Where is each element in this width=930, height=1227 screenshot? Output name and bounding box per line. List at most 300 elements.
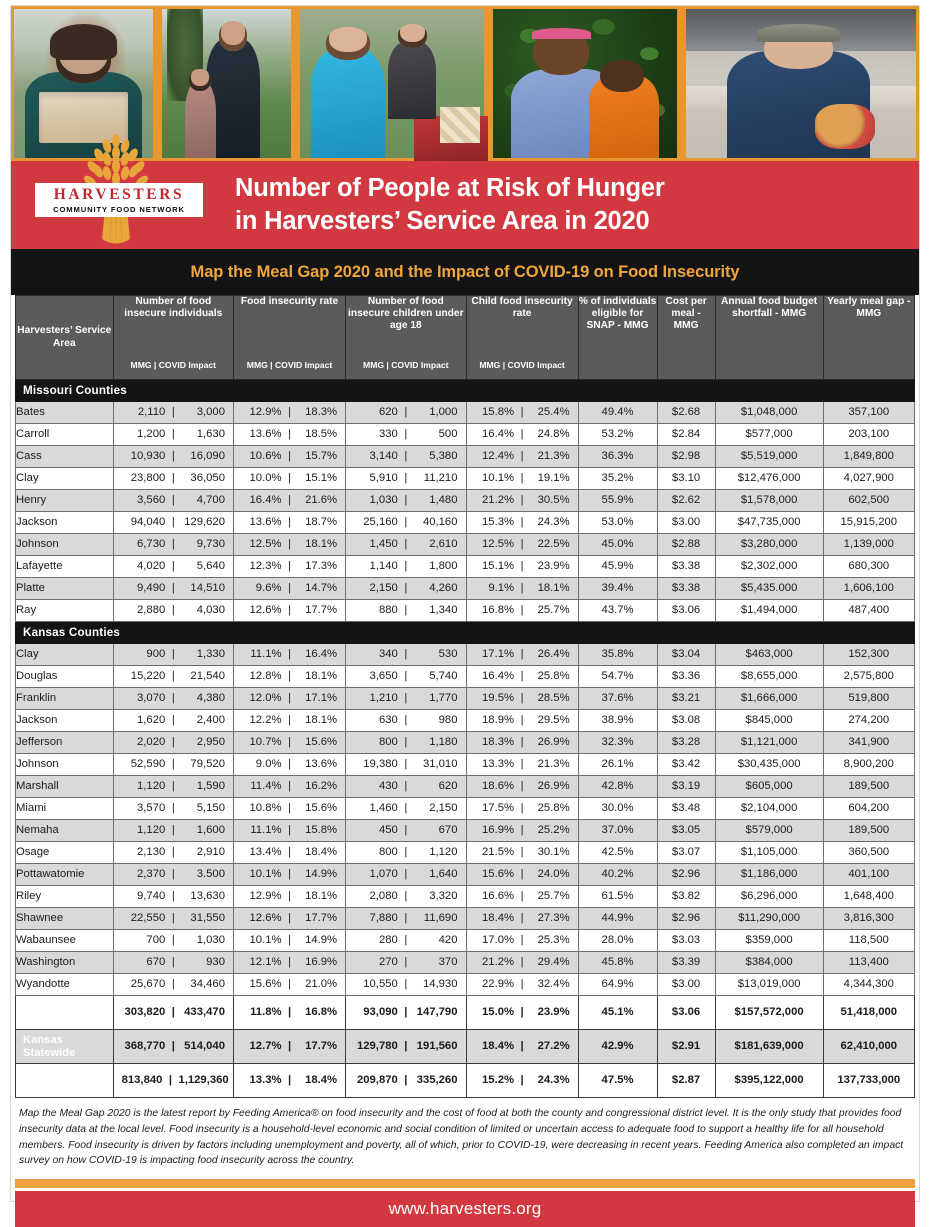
value-separator: | [171, 714, 175, 726]
value-individuals-covid: 14,510 [190, 582, 225, 594]
cell-snap-eligible: 53.2% [578, 424, 657, 446]
cell-child-rate-mmg-pair [466, 534, 578, 556]
value-separator: | [404, 406, 408, 418]
value-individuals-covid: 1,630 [196, 428, 225, 440]
cell-area-name: Wyandotte [16, 974, 114, 996]
value-rate-covid: 18.5% [305, 428, 338, 440]
cell-annual-shortfall: $5,435.000 [715, 578, 823, 600]
cell-cost-per-meal: $3.39 [657, 952, 715, 974]
cell-snap-eligible: 43.7% [578, 600, 657, 622]
cell-cost-per-meal: $3.05 [657, 820, 715, 842]
cell-annual-shortfall: $1,494,000 [715, 600, 823, 622]
cell-annual-shortfall: $359,000 [715, 930, 823, 952]
value-individuals-mmg: 813,840 [121, 1074, 163, 1086]
cell-child-rate-mmg-pair [466, 424, 578, 446]
value-rate-covid: 21.0% [305, 978, 338, 990]
value-separator: | [404, 472, 408, 484]
section-header-row [16, 622, 915, 644]
value-separator: | [171, 472, 175, 484]
value-children-mmg: 2,150 [369, 582, 398, 594]
value-children-covid: 620 [438, 780, 458, 792]
cell-individuals-mmg-pair [113, 710, 233, 732]
value-child-rate-covid: 19.1% [537, 472, 570, 484]
col-header-main: Harvesters’ Service Area [17, 325, 112, 349]
value-separator: | [404, 736, 408, 748]
cell-cost-per-meal: $3.03 [657, 930, 715, 952]
cell-area-name: Clay [16, 644, 114, 666]
cell-cost-per-meal: $3.08 [657, 710, 715, 732]
cell-area-name: Missouri Statewide [16, 1064, 114, 1098]
cell-rate-mmg-pair [233, 600, 345, 622]
photo-children-at-picnic [297, 6, 487, 161]
cell-child-rate-mmg-pair [466, 820, 578, 842]
table-row [16, 402, 915, 424]
value-children-mmg: 620 [378, 406, 398, 418]
cell-snap-eligible: 38.9% [578, 710, 657, 732]
cell-annual-shortfall: $1,186,000 [715, 864, 823, 886]
cell-cost-per-meal: $3.19 [657, 776, 715, 798]
cell-snap-eligible: 55.9% [578, 490, 657, 512]
cell-yearly-meal-gap: 189,500 [823, 820, 914, 842]
value-child-rate-mmg: 18.4% [482, 912, 515, 924]
value-children-covid: 335,260 [416, 1074, 458, 1086]
table-row [16, 996, 915, 1030]
cell-individuals-mmg-pair [113, 886, 233, 908]
cell-individuals-mmg-pair [113, 1030, 233, 1064]
value-separator: | [288, 648, 292, 660]
cell-children-mmg-pair [346, 974, 466, 996]
table-row [16, 644, 915, 666]
cell-cost-per-meal: $3.06 [657, 600, 715, 622]
subtitle-bar [11, 249, 919, 295]
cell-individuals-mmg-pair [113, 798, 233, 820]
cell-yearly-meal-gap: 341,900 [823, 732, 914, 754]
table-header [16, 296, 915, 380]
value-rate-mmg: 10.6% [249, 450, 282, 462]
photo-banner [11, 6, 919, 161]
col-header-sub: MMG | COVID Impact [363, 359, 449, 370]
value-individuals-covid: 16,090 [190, 450, 225, 462]
value-separator: | [288, 824, 292, 836]
value-child-rate-covid: 23.9% [537, 1006, 570, 1018]
value-separator: | [520, 890, 524, 902]
value-individuals-covid: 1,600 [196, 824, 225, 836]
value-children-covid: 530 [438, 648, 458, 660]
value-child-rate-covid: 29.5% [537, 714, 570, 726]
cell-child-rate-mmg-pair [466, 490, 578, 512]
value-separator: | [404, 912, 408, 924]
value-child-rate-mmg: 16.4% [482, 670, 515, 682]
cell-rate-mmg-pair [233, 446, 345, 468]
value-rate-covid: 14.9% [305, 868, 338, 880]
value-child-rate-covid: 26.9% [537, 736, 570, 748]
value-children-covid: 1,340 [429, 604, 458, 616]
value-separator: | [520, 472, 524, 484]
value-separator: | [168, 1074, 172, 1086]
cell-snap-eligible: 42.8% [578, 776, 657, 798]
logo-nameplate [35, 183, 203, 217]
cell-child-rate-mmg-pair [466, 886, 578, 908]
value-child-rate-covid: 25.8% [537, 802, 570, 814]
value-children-mmg: 25,160 [363, 516, 398, 528]
value-separator: | [287, 1074, 292, 1086]
cell-rate-mmg-pair [233, 402, 345, 424]
cell-snap-eligible: 45.8% [578, 952, 657, 974]
value-separator: | [404, 670, 408, 682]
value-rate-covid: 18.4% [305, 1074, 338, 1086]
value-individuals-covid: 21,540 [190, 670, 225, 682]
cell-cost-per-meal: $3.28 [657, 732, 715, 754]
cell-area-name: Clay [16, 468, 114, 490]
value-separator: | [287, 1040, 292, 1052]
value-children-mmg: 1,070 [369, 868, 398, 880]
value-individuals-covid: 129,620 [184, 516, 225, 528]
cell-children-mmg-pair [346, 776, 466, 798]
cell-snap-eligible: 45.9% [578, 556, 657, 578]
cell-individuals-mmg-pair [113, 534, 233, 556]
value-rate-mmg: 10.8% [249, 802, 282, 814]
value-child-rate-mmg: 22.9% [482, 978, 515, 990]
cell-area-name: Johnson [16, 754, 114, 776]
value-individuals-covid: 514,040 [184, 1040, 225, 1052]
cell-child-rate-mmg-pair [466, 908, 578, 930]
col-header-8 [823, 296, 914, 380]
cell-snap-eligible: 40.2% [578, 864, 657, 886]
cell-area-name: Henry [16, 490, 114, 512]
value-child-rate-mmg: 17.5% [482, 802, 515, 814]
cell-child-rate-mmg-pair [466, 556, 578, 578]
value-individuals-mmg: 900 [146, 648, 166, 660]
cell-cost-per-meal: $3.00 [657, 974, 715, 996]
table-row [16, 908, 915, 930]
cell-children-mmg-pair [346, 446, 466, 468]
value-rate-covid: 17.1% [305, 692, 338, 704]
value-child-rate-mmg: 9.1% [488, 582, 515, 594]
value-separator: | [520, 692, 524, 704]
value-separator: | [404, 1040, 408, 1052]
cell-individuals-mmg-pair [113, 666, 233, 688]
cell-annual-shortfall: $2,104,000 [715, 798, 823, 820]
value-child-rate-mmg: 15.3% [482, 516, 515, 528]
value-individuals-mmg: 1,200 [137, 428, 166, 440]
cell-child-rate-mmg-pair [466, 666, 578, 688]
cell-child-rate-mmg-pair [466, 468, 578, 490]
value-separator: | [520, 824, 524, 836]
value-separator: | [288, 494, 292, 506]
col-header-3 [346, 296, 466, 380]
cell-yearly-meal-gap: 4,344,300 [823, 974, 914, 996]
value-separator: | [404, 868, 408, 880]
value-rate-mmg: 10.7% [249, 736, 282, 748]
value-rate-covid: 16.2% [305, 780, 338, 792]
website-url[interactable]: www.harvesters.org [388, 1199, 542, 1219]
value-children-mmg: 330 [378, 428, 398, 440]
value-individuals-mmg: 6,730 [137, 538, 166, 550]
cell-individuals-mmg-pair [113, 402, 233, 424]
value-separator: | [288, 736, 292, 748]
value-individuals-mmg: 1,120 [137, 780, 166, 792]
value-individuals-mmg: 94,040 [130, 516, 166, 528]
value-individuals-mmg: 700 [146, 934, 166, 946]
cell-annual-shortfall: $2,302,000 [715, 556, 823, 578]
value-separator: | [404, 824, 408, 836]
cell-cost-per-meal: $3.38 [657, 578, 715, 600]
cell-individuals-mmg-pair [113, 556, 233, 578]
cell-area-name: Riley [16, 886, 114, 908]
cell-cost-per-meal: $3.21 [657, 688, 715, 710]
cell-yearly-meal-gap: 2,575,800 [823, 666, 914, 688]
value-rate-covid: 16.8% [305, 1006, 338, 1018]
value-child-rate-mmg: 15.1% [482, 560, 515, 572]
cell-cost-per-meal: $3.38 [657, 556, 715, 578]
cell-individuals-mmg-pair [113, 820, 233, 842]
cell-children-mmg-pair [346, 666, 466, 688]
cell-rate-mmg-pair [233, 490, 345, 512]
value-separator: | [520, 934, 524, 946]
value-child-rate-mmg: 18.4% [482, 1040, 515, 1052]
cell-child-rate-mmg-pair [466, 512, 578, 534]
value-child-rate-mmg: 15.8% [482, 406, 515, 418]
value-children-covid: 2,150 [429, 802, 458, 814]
cell-snap-eligible: 64.9% [578, 974, 657, 996]
cell-individuals-mmg-pair [113, 424, 233, 446]
cell-cost-per-meal: $3.36 [657, 666, 715, 688]
cell-yearly-meal-gap: 519,800 [823, 688, 914, 710]
cell-child-rate-mmg-pair [466, 930, 578, 952]
cell-cost-per-meal: $2.87 [657, 1064, 715, 1098]
orange-divider [15, 1179, 915, 1188]
value-rate-covid: 15.6% [305, 802, 338, 814]
cell-area-name: Lafayette [16, 556, 114, 578]
col-header-main: Number of food insecure children under age 18 [348, 296, 464, 332]
value-child-rate-mmg: 12.5% [482, 538, 515, 550]
col-header-main: Number of food insecure individuals [124, 296, 223, 320]
col-header-4 [466, 296, 578, 380]
value-separator: | [520, 560, 524, 572]
cell-yearly-meal-gap: 3,816,300 [823, 908, 914, 930]
value-rate-mmg: 11.4% [250, 780, 282, 792]
cell-annual-shortfall: $47,735,000 [715, 512, 823, 534]
cell-area-name: Pottawatomie [16, 864, 114, 886]
value-individuals-mmg: 2,130 [137, 846, 166, 858]
cell-yearly-meal-gap: 113,400 [823, 952, 914, 974]
value-children-mmg: 1,030 [369, 494, 398, 506]
cell-children-mmg-pair [346, 534, 466, 556]
value-child-rate-mmg: 19.5% [482, 692, 515, 704]
value-children-covid: 14,930 [422, 978, 458, 990]
value-child-rate-covid: 25.4% [537, 406, 570, 418]
cell-area-name: Washington [16, 952, 114, 974]
value-individuals-covid: 31,550 [190, 912, 225, 924]
value-separator: | [520, 780, 524, 792]
value-children-covid: 980 [438, 714, 458, 726]
value-child-rate-covid: 21.3% [537, 450, 570, 462]
cell-children-mmg-pair [346, 688, 466, 710]
value-children-covid: 31,010 [422, 758, 458, 770]
value-rate-mmg: 12.3% [249, 560, 282, 572]
value-separator: | [288, 978, 292, 990]
value-children-covid: 1,480 [429, 494, 458, 506]
value-separator: | [288, 868, 292, 880]
value-children-mmg: 3,140 [369, 450, 398, 462]
table-row [16, 490, 915, 512]
cell-rate-mmg-pair [233, 908, 345, 930]
value-rate-covid: 14.7% [305, 582, 338, 594]
value-children-covid: 4,260 [429, 582, 458, 594]
value-children-mmg: 93,090 [363, 1006, 398, 1018]
value-separator: | [171, 890, 175, 902]
cell-yearly-meal-gap: 203,100 [823, 424, 914, 446]
cell-area-name: Douglas [16, 666, 114, 688]
cell-children-mmg-pair [346, 952, 466, 974]
value-children-mmg: 880 [378, 604, 398, 616]
value-separator: | [404, 956, 408, 968]
value-rate-mmg: 10.0% [249, 472, 282, 484]
cell-individuals-mmg-pair [113, 952, 233, 974]
footer-bar [15, 1191, 915, 1227]
value-individuals-mmg: 670 [146, 956, 166, 968]
cell-annual-shortfall: $579,000 [715, 820, 823, 842]
value-separator: | [171, 934, 175, 946]
cell-child-rate-mmg-pair [466, 446, 578, 468]
cell-snap-eligible: 61.5% [578, 886, 657, 908]
page-title [223, 172, 665, 237]
cell-cost-per-meal: $3.82 [657, 886, 715, 908]
col-header-0 [16, 296, 114, 380]
table-row [16, 512, 915, 534]
value-children-covid: 1,000 [429, 406, 458, 418]
value-separator: | [520, 978, 524, 990]
value-rate-covid: 13.6% [305, 758, 338, 770]
value-child-rate-covid: 25.3% [537, 934, 570, 946]
table-row [16, 1030, 915, 1064]
cell-annual-shortfall: $30,435,000 [715, 754, 823, 776]
value-separator: | [171, 450, 175, 462]
value-rate-covid: 15.8% [305, 824, 338, 836]
value-children-mmg: 19,380 [363, 758, 398, 770]
cell-cost-per-meal: $3.48 [657, 798, 715, 820]
value-rate-mmg: 10.1% [249, 868, 282, 880]
value-rate-covid: 18.1% [305, 670, 338, 682]
value-individuals-mmg: 4,020 [137, 560, 166, 572]
cell-rate-mmg-pair [233, 578, 345, 600]
value-separator: | [404, 1074, 408, 1086]
cell-cost-per-meal: $2.68 [657, 402, 715, 424]
cell-annual-shortfall: $3,280,000 [715, 534, 823, 556]
cell-children-mmg-pair [346, 754, 466, 776]
cell-yearly-meal-gap: 1,606,100 [823, 578, 914, 600]
value-child-rate-mmg: 12.4% [482, 450, 515, 462]
value-individuals-mmg: 368,770 [124, 1040, 166, 1052]
value-separator: | [288, 780, 292, 792]
value-separator: | [288, 428, 292, 440]
value-separator: | [520, 648, 524, 660]
cell-children-mmg-pair [346, 512, 466, 534]
cell-child-rate-mmg-pair [466, 842, 578, 864]
col-header-6 [657, 296, 715, 380]
value-child-rate-mmg: 16.4% [482, 428, 515, 440]
value-individuals-mmg: 1,620 [137, 714, 166, 726]
cell-cost-per-meal: $3.42 [657, 754, 715, 776]
cell-individuals-mmg-pair [113, 974, 233, 996]
cell-yearly-meal-gap: 1,849,800 [823, 446, 914, 468]
cell-children-mmg-pair [346, 600, 466, 622]
value-separator: | [171, 978, 175, 990]
value-separator: | [171, 560, 175, 572]
value-individuals-mmg: 52,590 [130, 758, 166, 770]
cell-annual-shortfall: $463,000 [715, 644, 823, 666]
cell-child-rate-mmg-pair [466, 1030, 578, 1064]
cell-snap-eligible: 36.3% [578, 446, 657, 468]
col-header-main: Food insecurity rate [240, 296, 339, 307]
value-separator: | [520, 494, 524, 506]
cell-children-mmg-pair [346, 732, 466, 754]
value-rate-mmg: 11.8% [250, 1006, 282, 1018]
value-child-rate-mmg: 16.6% [482, 890, 515, 902]
value-rate-mmg: 12.6% [249, 912, 282, 924]
value-rate-covid: 17.3% [305, 560, 338, 572]
value-children-mmg: 7,880 [369, 912, 398, 924]
value-children-mmg: 2,080 [369, 890, 398, 902]
document-sheet [10, 5, 920, 1219]
value-children-mmg: 340 [378, 648, 398, 660]
table-row [16, 688, 915, 710]
value-individuals-covid: 2,400 [196, 714, 225, 726]
value-child-rate-covid: 23.9% [537, 560, 570, 572]
value-separator: | [520, 736, 524, 748]
value-separator: | [404, 582, 408, 594]
cell-rate-mmg-pair [233, 820, 345, 842]
value-children-mmg: 630 [378, 714, 398, 726]
value-individuals-covid: 4,380 [196, 692, 225, 704]
value-child-rate-covid: 24.8% [537, 428, 570, 440]
value-separator: | [288, 582, 292, 594]
cell-yearly-meal-gap: 274,200 [823, 710, 914, 732]
cell-rate-mmg-pair [233, 776, 345, 798]
value-rate-mmg: 13.6% [249, 428, 282, 440]
value-separator: | [520, 758, 524, 770]
value-separator: | [171, 1006, 175, 1018]
cell-cost-per-meal: $2.98 [657, 446, 715, 468]
value-separator: | [288, 692, 292, 704]
cell-snap-eligible: 42.9% [578, 1030, 657, 1064]
table-row [16, 1064, 915, 1098]
table-row [16, 974, 915, 996]
value-separator: | [404, 648, 408, 660]
value-rate-covid: 18.7% [305, 516, 338, 528]
cell-cost-per-meal: $2.88 [657, 534, 715, 556]
value-child-rate-covid: 24.0% [537, 868, 570, 880]
value-individuals-covid: 3.500 [196, 868, 225, 880]
value-individuals-covid: 4,700 [196, 494, 225, 506]
value-individuals-mmg: 2,880 [137, 604, 166, 616]
cell-child-rate-mmg-pair [466, 710, 578, 732]
value-individuals-mmg: 23,800 [130, 472, 166, 484]
value-individuals-mmg: 2,370 [137, 868, 166, 880]
value-separator: | [171, 670, 175, 682]
cell-children-mmg-pair [346, 820, 466, 842]
cell-children-mmg-pair [346, 908, 466, 930]
value-rate-mmg: 11.1% [250, 648, 282, 660]
cell-snap-eligible: 42.5% [578, 842, 657, 864]
cell-children-mmg-pair [346, 1030, 466, 1064]
cell-rate-mmg-pair [233, 952, 345, 974]
cell-rate-mmg-pair [233, 1064, 345, 1098]
value-separator: | [404, 802, 408, 814]
cell-cost-per-meal: $2.84 [657, 424, 715, 446]
cell-yearly-meal-gap: 357,100 [823, 402, 914, 424]
value-children-mmg: 3,650 [369, 670, 398, 682]
